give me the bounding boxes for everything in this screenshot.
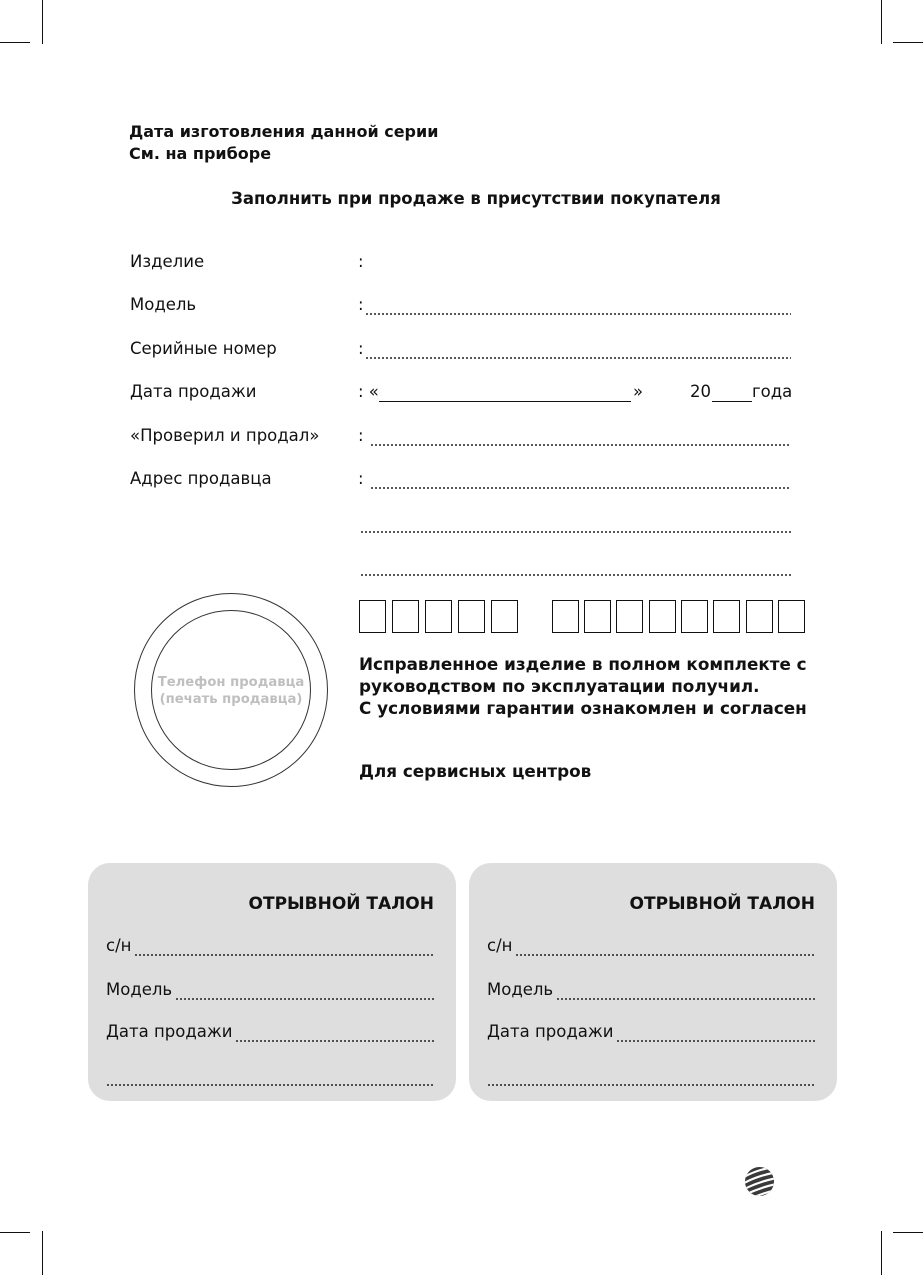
coupon-model-row: [487, 980, 815, 1004]
digit-box[interactable]: [681, 600, 708, 633]
digit-box[interactable]: [458, 600, 485, 633]
year-prefix: 20: [690, 382, 711, 401]
coupon-sale-date-row: [487, 1022, 815, 1046]
crop-mark-top-left-h: [0, 42, 30, 43]
digit-box[interactable]: [616, 600, 643, 633]
stamp-text-line1: Телефон продавца: [157, 675, 305, 690]
coupon-model-label: Модель: [487, 980, 554, 999]
coupon-title: ОТРЫВНОЙ ТАЛОН: [629, 894, 815, 914]
manufacture-date-line2: См. на приборе: [129, 144, 272, 163]
coupon-sale-date-field[interactable]: [235, 1040, 434, 1042]
crop-mark-bottom-left: [42, 1231, 43, 1275]
serial-colon: :: [358, 339, 364, 358]
year-field[interactable]: [712, 401, 752, 402]
crop-mark-bottom-right-h: [893, 1232, 923, 1233]
crop-mark-top-right-h: [893, 42, 923, 43]
striped-globe-logo-icon: [744, 1166, 775, 1197]
sale-date-close-quote: »: [633, 382, 644, 401]
coupon-sale-date-row: [106, 1022, 434, 1046]
digit-box[interactable]: [584, 600, 611, 633]
coupon-serial-field[interactable]: [134, 954, 434, 956]
coupon-sale-date-label: Дата продажи: [487, 1022, 614, 1041]
coupon-model-row: [106, 980, 434, 1004]
model-field[interactable]: [365, 313, 791, 315]
received-line2: руководством по эксплуатации получил.: [359, 676, 760, 696]
crop-mark-bottom-left-h: [0, 1232, 30, 1233]
digit-box[interactable]: [778, 600, 805, 633]
coupon-serial-label: с/н: [106, 936, 132, 955]
sale-date-label: Дата продажи: [130, 382, 257, 401]
serial-digit-boxes-group1: [359, 600, 521, 633]
coupon-title: ОТРЫВНОЙ ТАЛОН: [248, 894, 434, 914]
form-row-sale-date: [130, 382, 792, 406]
crop-mark-bottom-right: [881, 1231, 882, 1275]
sale-date-day-field[interactable]: [379, 401, 631, 402]
digit-box[interactable]: [552, 600, 579, 633]
form-row-model: [130, 295, 792, 319]
digit-box[interactable]: [746, 600, 773, 633]
digit-box[interactable]: [491, 600, 518, 633]
coupon-extra-field[interactable]: [106, 1084, 434, 1086]
address-field-line1[interactable]: [370, 487, 791, 489]
form-row-serial: [130, 339, 792, 363]
digit-box[interactable]: [392, 600, 419, 633]
checked-label: «Проверил и продал»: [130, 426, 320, 445]
coupon-serial-label: с/н: [487, 936, 513, 955]
product-label: Изделие: [130, 252, 205, 271]
product-colon: :: [358, 252, 364, 271]
tear-off-coupon-right: [469, 863, 837, 1101]
address-field-line3[interactable]: [360, 574, 791, 576]
crop-mark-top-right: [881, 0, 882, 44]
coupon-sale-date-label: Дата продажи: [106, 1022, 233, 1041]
checked-colon: :: [358, 426, 364, 445]
digit-box[interactable]: [649, 600, 676, 633]
received-line1: Исправленное изделие в полном комплекте с: [359, 654, 807, 674]
address-colon: :: [358, 469, 364, 488]
year-suffix: года: [752, 382, 793, 401]
service-centers-heading: Для сервисных центров: [359, 761, 592, 781]
manufacture-date-line1: Дата изготовления данной серии: [129, 122, 439, 141]
address-label: Адрес продавца: [130, 469, 272, 488]
fill-instructions-title: Заполнить при продаже в присутствии покупателя: [231, 189, 721, 208]
crop-mark-top-left: [42, 0, 43, 44]
sale-date-open-quote: : «: [358, 382, 379, 401]
coupon-model-field[interactable]: [556, 998, 815, 1000]
received-line3: С условиями гарантии ознакомлен и согласен: [359, 698, 807, 718]
seller-stamp-text: [151, 674, 311, 708]
model-label: Модель: [130, 295, 197, 314]
coupon-serial-row: [106, 936, 434, 960]
coupon-serial-field[interactable]: [515, 954, 815, 956]
coupon-extra-field[interactable]: [487, 1084, 815, 1086]
form-row-address: [130, 469, 792, 493]
model-colon: :: [358, 295, 364, 314]
address-field-line2[interactable]: [360, 531, 791, 533]
form-row-product: [130, 252, 792, 276]
stamp-text-line2: (печать продавца): [159, 692, 303, 707]
coupon-serial-row: [487, 936, 815, 960]
serial-label: Серийные номер: [130, 339, 277, 358]
coupon-extra-row: [106, 1066, 434, 1090]
serial-field[interactable]: [365, 357, 791, 359]
coupon-extra-row: [487, 1066, 815, 1090]
coupon-model-field[interactable]: [175, 998, 434, 1000]
tear-off-coupon-left: [88, 863, 456, 1101]
digit-box[interactable]: [425, 600, 452, 633]
coupon-model-label: Модель: [106, 980, 173, 999]
digit-box[interactable]: [359, 600, 386, 633]
coupon-sale-date-field[interactable]: [616, 1040, 815, 1042]
form-row-checked: [130, 426, 792, 450]
received-statement: [359, 653, 807, 719]
checked-field[interactable]: [370, 444, 791, 446]
digit-box[interactable]: [713, 600, 740, 633]
serial-digit-boxes-group2: [552, 600, 808, 633]
manufacture-date-block: [129, 121, 438, 165]
